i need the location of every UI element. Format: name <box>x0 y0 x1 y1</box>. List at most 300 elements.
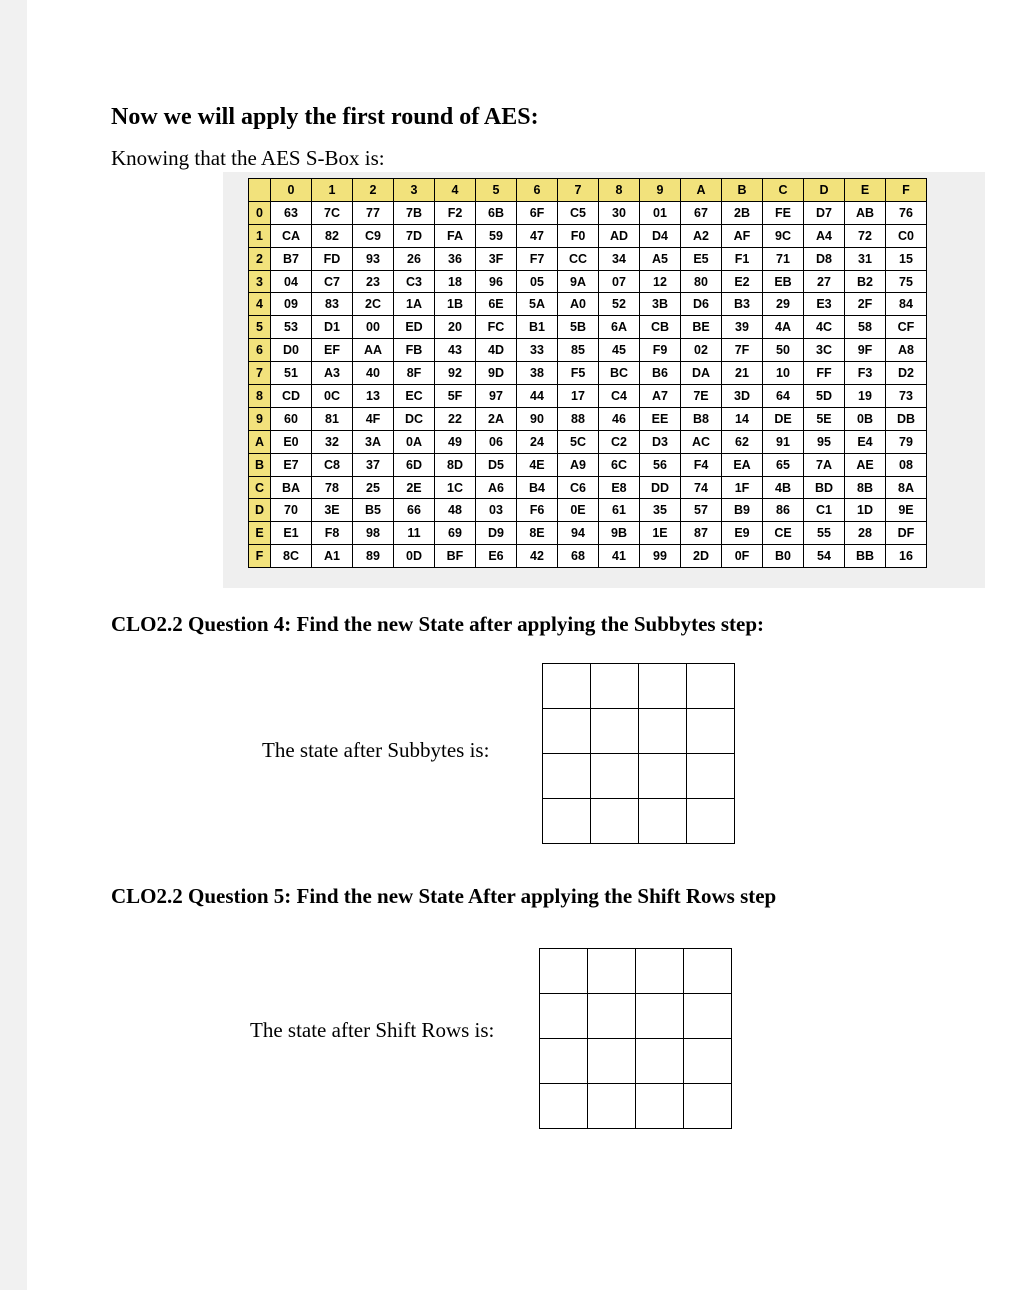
sbox-row <box>249 407 927 430</box>
sbox-cell: 59 <box>476 224 517 247</box>
sbox-cell: 23 <box>353 270 394 293</box>
sbox-cell: 0F <box>722 545 763 568</box>
sbox-row <box>249 476 927 499</box>
state-grid-cell <box>591 664 639 709</box>
sbox-cell: 2E <box>394 476 435 499</box>
sbox-cell: E8 <box>599 476 640 499</box>
state-grid-cell <box>687 799 735 844</box>
sbox-cell: FB <box>394 339 435 362</box>
sbox-cell: 4C <box>804 316 845 339</box>
state-grid-cell <box>684 1084 732 1129</box>
sbox-cell: 31 <box>845 247 886 270</box>
sbox-cell: 57 <box>681 499 722 522</box>
sbox-cell: D7 <box>804 201 845 224</box>
sbox-cell: 65 <box>763 453 804 476</box>
sbox-cell: 9B <box>599 522 640 545</box>
sbox-cell: F2 <box>435 201 476 224</box>
sbox-column-header: D <box>804 179 845 202</box>
sbox-cell: DB <box>886 407 927 430</box>
sbox-cell: BA <box>271 476 312 499</box>
sbox-cell: 61 <box>599 499 640 522</box>
sbox-cell: BD <box>804 476 845 499</box>
sbox-cell: 38 <box>517 362 558 385</box>
sbox-cell: E0 <box>271 430 312 453</box>
sbox-cell: 15 <box>886 247 927 270</box>
sbox-row <box>249 362 927 385</box>
sbox-cell: 7C <box>312 201 353 224</box>
sbox-cell: F3 <box>845 362 886 385</box>
sbox-column-header: 1 <box>312 179 353 202</box>
sbox-cell: 0E <box>558 499 599 522</box>
sbox-column-header: 8 <box>599 179 640 202</box>
sbox-cell: 5B <box>558 316 599 339</box>
sbox-column-header-row <box>249 179 927 202</box>
sbox-cell: F4 <box>681 453 722 476</box>
sbox-cell: 00 <box>353 316 394 339</box>
sbox-cell: 9C <box>763 224 804 247</box>
sbox-cell: 3F <box>476 247 517 270</box>
state-grid-row <box>540 994 732 1039</box>
sbox-cell: 4B <box>763 476 804 499</box>
sbox-cell: 0B <box>845 407 886 430</box>
sbox-cell: 09 <box>271 293 312 316</box>
sbox-cell: AD <box>599 224 640 247</box>
sbox-cell: 4A <box>763 316 804 339</box>
sbox-row-header: 4 <box>249 293 271 316</box>
sbox-cell: C6 <box>558 476 599 499</box>
state-grid-cell <box>687 709 735 754</box>
sbox-cell: CB <box>640 316 681 339</box>
sbox-cell: 12 <box>640 270 681 293</box>
sbox-cell: 68 <box>558 545 599 568</box>
sbox-row <box>249 430 927 453</box>
sbox-column-header: 6 <box>517 179 558 202</box>
sbox-cell: 95 <box>804 430 845 453</box>
sbox-cell: 32 <box>312 430 353 453</box>
sbox-cell: 84 <box>886 293 927 316</box>
sbox-cell: 06 <box>476 430 517 453</box>
sbox-cell: 07 <box>599 270 640 293</box>
state-grid-cell <box>636 949 684 994</box>
sbox-cell: CA <box>271 224 312 247</box>
sbox-cell: E2 <box>722 270 763 293</box>
sbox-cell: 46 <box>599 407 640 430</box>
sbox-cell: 7F <box>722 339 763 362</box>
sbox-cell: 6D <box>394 453 435 476</box>
state-grid-cell <box>639 799 687 844</box>
sbox-cell: 7D <box>394 224 435 247</box>
section-heading: Now we will apply the first round of AES: <box>111 104 539 130</box>
state-grid-row <box>543 709 735 754</box>
sbox-cell: 34 <box>599 247 640 270</box>
sbox-cell: 69 <box>435 522 476 545</box>
sbox-cell: 7A <box>804 453 845 476</box>
sbox-cell: 8F <box>394 362 435 385</box>
state-grid-row <box>543 799 735 844</box>
sbox-cell: FE <box>763 201 804 224</box>
sbox-cell: 25 <box>353 476 394 499</box>
sbox-cell: 39 <box>722 316 763 339</box>
sbox-cell: 35 <box>640 499 681 522</box>
sbox-cell: 75 <box>886 270 927 293</box>
sbox-cell: 52 <box>599 293 640 316</box>
sbox-cell: 3B <box>640 293 681 316</box>
sbox-cell: A1 <box>312 545 353 568</box>
sbox-cell: 42 <box>517 545 558 568</box>
sbox-cell: F6 <box>517 499 558 522</box>
sbox-cell: D5 <box>476 453 517 476</box>
sbox-cell: 04 <box>271 270 312 293</box>
state-grid-cell <box>540 949 588 994</box>
sbox-cell: E5 <box>681 247 722 270</box>
sbox-cell: A7 <box>640 385 681 408</box>
sbox-row <box>249 385 927 408</box>
sbox-row-header: 2 <box>249 247 271 270</box>
sbox-cell: 62 <box>722 430 763 453</box>
sbox-column-header: A <box>681 179 722 202</box>
sbox-column-header: 7 <box>558 179 599 202</box>
sbox-cell: 1B <box>435 293 476 316</box>
state-grid-row <box>540 1084 732 1129</box>
sbox-cell: 29 <box>763 293 804 316</box>
sbox-row-header: D <box>249 499 271 522</box>
sbox-cell: 6A <box>599 316 640 339</box>
sbox-cell: A9 <box>558 453 599 476</box>
sbox-cell: 41 <box>599 545 640 568</box>
sbox-cell: 91 <box>763 430 804 453</box>
sbox-cell: 3C <box>804 339 845 362</box>
sbox-cell: E3 <box>804 293 845 316</box>
sbox-cell: 90 <box>517 407 558 430</box>
sbox-cell: 0A <box>394 430 435 453</box>
sbox-cell: FD <box>312 247 353 270</box>
sbox-cell: C3 <box>394 270 435 293</box>
sbox-row <box>249 293 927 316</box>
sbox-cell: 51 <box>271 362 312 385</box>
sbox-cell: 48 <box>435 499 476 522</box>
sbox-cell: 2B <box>722 201 763 224</box>
state-grid-cell <box>588 1084 636 1129</box>
sbox-cell: 01 <box>640 201 681 224</box>
sbox-cell: 8A <box>886 476 927 499</box>
sbox-cell: A8 <box>886 339 927 362</box>
sbox-row-header: 6 <box>249 339 271 362</box>
sbox-cell: 83 <box>312 293 353 316</box>
sbox-cell: EE <box>640 407 681 430</box>
sbox-cell: 2A <box>476 407 517 430</box>
sbox-cell: 1A <box>394 293 435 316</box>
sbox-cell: 26 <box>394 247 435 270</box>
state-grid-cell <box>540 1084 588 1129</box>
sbox-cell: EA <box>722 453 763 476</box>
state-grid-cell <box>588 994 636 1039</box>
shiftrows-state-grid <box>539 948 732 1129</box>
sbox-cell: 49 <box>435 430 476 453</box>
sbox-cell: 43 <box>435 339 476 362</box>
question-5: CLO2.2 Question 5: Find the new State After applying the Shift Rows step <box>111 884 777 908</box>
sbox-cell: 87 <box>681 522 722 545</box>
state-grid-row <box>540 949 732 994</box>
sbox-cell: 08 <box>886 453 927 476</box>
sbox-row-header: 9 <box>249 407 271 430</box>
sbox-cell: 9F <box>845 339 886 362</box>
sbox-cell: 80 <box>681 270 722 293</box>
sbox-cell: 27 <box>804 270 845 293</box>
sbox-cell: DE <box>763 407 804 430</box>
sbox-cell: B6 <box>640 362 681 385</box>
sbox-row-header: F <box>249 545 271 568</box>
sbox-cell: B2 <box>845 270 886 293</box>
state-grid-cell <box>684 1039 732 1084</box>
sbox-cell: 13 <box>353 385 394 408</box>
sbox-cell: 77 <box>353 201 394 224</box>
sbox-cell: C2 <box>599 430 640 453</box>
sbox-column-header: 3 <box>394 179 435 202</box>
state-grid-cell <box>540 1039 588 1084</box>
sbox-cell: 53 <box>271 316 312 339</box>
state-grid-row <box>543 754 735 799</box>
sbox-cell: F5 <box>558 362 599 385</box>
sbox-cell: 85 <box>558 339 599 362</box>
sbox-row-header: 0 <box>249 201 271 224</box>
sbox-row <box>249 522 927 545</box>
sbox-cell: 64 <box>763 385 804 408</box>
sbox-cell: 20 <box>435 316 476 339</box>
state-grid-cell <box>543 709 591 754</box>
sbox-cell: AE <box>845 453 886 476</box>
sbox-cell: BF <box>435 545 476 568</box>
sbox-cell: 14 <box>722 407 763 430</box>
sbox-cell: C4 <box>599 385 640 408</box>
sbox-cell: E7 <box>271 453 312 476</box>
sbox-cell: 03 <box>476 499 517 522</box>
sbox-cell: 1F <box>722 476 763 499</box>
sbox-row-header: E <box>249 522 271 545</box>
sbox-cell: 99 <box>640 545 681 568</box>
sbox-cell: 4E <box>517 453 558 476</box>
sbox-cell: 82 <box>312 224 353 247</box>
sbox-cell: 5A <box>517 293 558 316</box>
sbox-cell: 37 <box>353 453 394 476</box>
sbox-cell: 8E <box>517 522 558 545</box>
sbox-row-header: A <box>249 430 271 453</box>
sbox-cell: 60 <box>271 407 312 430</box>
sbox-cell: 5D <box>804 385 845 408</box>
state-grid-cell <box>543 664 591 709</box>
state-grid-cell <box>684 949 732 994</box>
sbox-cell: C1 <box>804 499 845 522</box>
state-grid-cell <box>543 799 591 844</box>
sbox-cell: A6 <box>476 476 517 499</box>
sbox-row <box>249 224 927 247</box>
sbox-cell: E1 <box>271 522 312 545</box>
sbox-cell: B9 <box>722 499 763 522</box>
sbox-column-header: B <box>722 179 763 202</box>
sbox-cell: 58 <box>845 316 886 339</box>
sbox-cell: F7 <box>517 247 558 270</box>
sbox-row-header: 3 <box>249 270 271 293</box>
sbox-cell: 81 <box>312 407 353 430</box>
sbox-row-header: 8 <box>249 385 271 408</box>
sbox-row-header: 7 <box>249 362 271 385</box>
sbox-cell: DF <box>886 522 927 545</box>
sbox-cell: D6 <box>681 293 722 316</box>
sbox-column-header: 0 <box>271 179 312 202</box>
sbox-cell: DA <box>681 362 722 385</box>
state-grid-cell <box>636 1084 684 1129</box>
sbox-cell: D0 <box>271 339 312 362</box>
sbox-column-header: C <box>763 179 804 202</box>
sbox-column-header: E <box>845 179 886 202</box>
sbox-table <box>248 178 927 568</box>
sbox-cell: 7B <box>394 201 435 224</box>
intro-text: Knowing that the AES S-Box is: <box>111 146 385 170</box>
sbox-cell: EF <box>312 339 353 362</box>
sbox-cell: 2C <box>353 293 394 316</box>
sbox-cell: 79 <box>886 430 927 453</box>
sbox-cell: 97 <box>476 385 517 408</box>
sbox-cell: 78 <box>312 476 353 499</box>
sbox-cell: A0 <box>558 293 599 316</box>
sbox-cell: 8C <box>271 545 312 568</box>
sbox-cell: F0 <box>558 224 599 247</box>
sbox-cell: 21 <box>722 362 763 385</box>
sbox-cell: 74 <box>681 476 722 499</box>
sbox-row-header: C <box>249 476 271 499</box>
sbox-cell: C8 <box>312 453 353 476</box>
sbox-cell: 72 <box>845 224 886 247</box>
sbox-cell: 10 <box>763 362 804 385</box>
state-grid-cell <box>636 994 684 1039</box>
sbox-cell: 05 <box>517 270 558 293</box>
sbox-cell: 1D <box>845 499 886 522</box>
sbox-row <box>249 545 927 568</box>
state-grid-cell <box>687 754 735 799</box>
sbox-cell: AB <box>845 201 886 224</box>
sbox-cell: FA <box>435 224 476 247</box>
state-grid-cell <box>684 994 732 1039</box>
sbox-corner-cell <box>249 179 271 202</box>
sbox-cell: E9 <box>722 522 763 545</box>
sbox-cell: 70 <box>271 499 312 522</box>
sbox-cell: D2 <box>886 362 927 385</box>
sbox-column-header: 9 <box>640 179 681 202</box>
state-grid-cell <box>639 754 687 799</box>
sbox-column-header: 4 <box>435 179 476 202</box>
sbox-row-header: 1 <box>249 224 271 247</box>
sbox-cell: F9 <box>640 339 681 362</box>
sbox-cell: 8D <box>435 453 476 476</box>
sbox-cell: 40 <box>353 362 394 385</box>
sbox-cell: A4 <box>804 224 845 247</box>
sbox-cell: CE <box>763 522 804 545</box>
sbox-cell: 6F <box>517 201 558 224</box>
state-grid-cell <box>591 709 639 754</box>
sbox-cell: B8 <box>681 407 722 430</box>
sbox-row <box>249 339 927 362</box>
sbox-cell: ED <box>394 316 435 339</box>
sbox-cell: F8 <box>312 522 353 545</box>
document-page <box>27 0 1035 1290</box>
sbox-row <box>249 270 927 293</box>
state-grid-row <box>543 664 735 709</box>
sbox-cell: EB <box>763 270 804 293</box>
sbox-cell: 16 <box>886 545 927 568</box>
sbox-cell: 44 <box>517 385 558 408</box>
state-grid-cell <box>687 664 735 709</box>
sbox-cell: 3D <box>722 385 763 408</box>
sbox-column-header: F <box>886 179 927 202</box>
sbox-row <box>249 453 927 476</box>
sbox-cell: B5 <box>353 499 394 522</box>
sbox-cell: DD <box>640 476 681 499</box>
sbox-cell: 76 <box>886 201 927 224</box>
sbox-cell: FF <box>804 362 845 385</box>
sbox-cell: 1E <box>640 522 681 545</box>
state-grid-cell <box>591 799 639 844</box>
sbox-cell: 33 <box>517 339 558 362</box>
sbox-cell: 0D <box>394 545 435 568</box>
sbox-cell: C7 <box>312 270 353 293</box>
sbox-cell: 86 <box>763 499 804 522</box>
sbox-cell: 5F <box>435 385 476 408</box>
sbox-row-header: 5 <box>249 316 271 339</box>
state-grid-row <box>540 1039 732 1084</box>
sbox-cell: BC <box>599 362 640 385</box>
sbox-cell: CF <box>886 316 927 339</box>
sbox-cell: C5 <box>558 201 599 224</box>
sbox-cell: 17 <box>558 385 599 408</box>
sbox-cell: BE <box>681 316 722 339</box>
sbox-cell: C0 <box>886 224 927 247</box>
sbox-cell: 63 <box>271 201 312 224</box>
sbox-cell: AF <box>722 224 763 247</box>
sbox-cell: 98 <box>353 522 394 545</box>
sbox-cell: CD <box>271 385 312 408</box>
state-grid-cell <box>639 709 687 754</box>
sbox-cell: 9E <box>886 499 927 522</box>
sbox-cell: 22 <box>435 407 476 430</box>
subbytes-state-grid <box>542 663 735 844</box>
sbox-cell: 1C <box>435 476 476 499</box>
sbox-cell: D4 <box>640 224 681 247</box>
sbox-cell: 18 <box>435 270 476 293</box>
sbox-cell: 73 <box>886 385 927 408</box>
sbox-cell: 47 <box>517 224 558 247</box>
sbox-cell: D3 <box>640 430 681 453</box>
sbox-cell: 3E <box>312 499 353 522</box>
sbox-column-header: 5 <box>476 179 517 202</box>
state-grid-cell <box>588 949 636 994</box>
question-4: CLO2.2 Question 4: Find the new State after applying the Subbytes step: <box>111 612 764 636</box>
sbox-cell: AC <box>681 430 722 453</box>
sbox-cell: 6B <box>476 201 517 224</box>
sbox-cell: 92 <box>435 362 476 385</box>
sbox-cell: FC <box>476 316 517 339</box>
sbox-row <box>249 201 927 224</box>
sbox-cell: 54 <box>804 545 845 568</box>
sbox-cell: 11 <box>394 522 435 545</box>
sbox-cell: 89 <box>353 545 394 568</box>
sbox-cell: D1 <box>312 316 353 339</box>
sbox-cell: E4 <box>845 430 886 453</box>
sbox-cell: 6C <box>599 453 640 476</box>
sbox-cell: 45 <box>599 339 640 362</box>
sbox-cell: 5E <box>804 407 845 430</box>
sbox-cell: 2D <box>681 545 722 568</box>
state-grid-cell <box>588 1039 636 1084</box>
sbox-cell: 93 <box>353 247 394 270</box>
